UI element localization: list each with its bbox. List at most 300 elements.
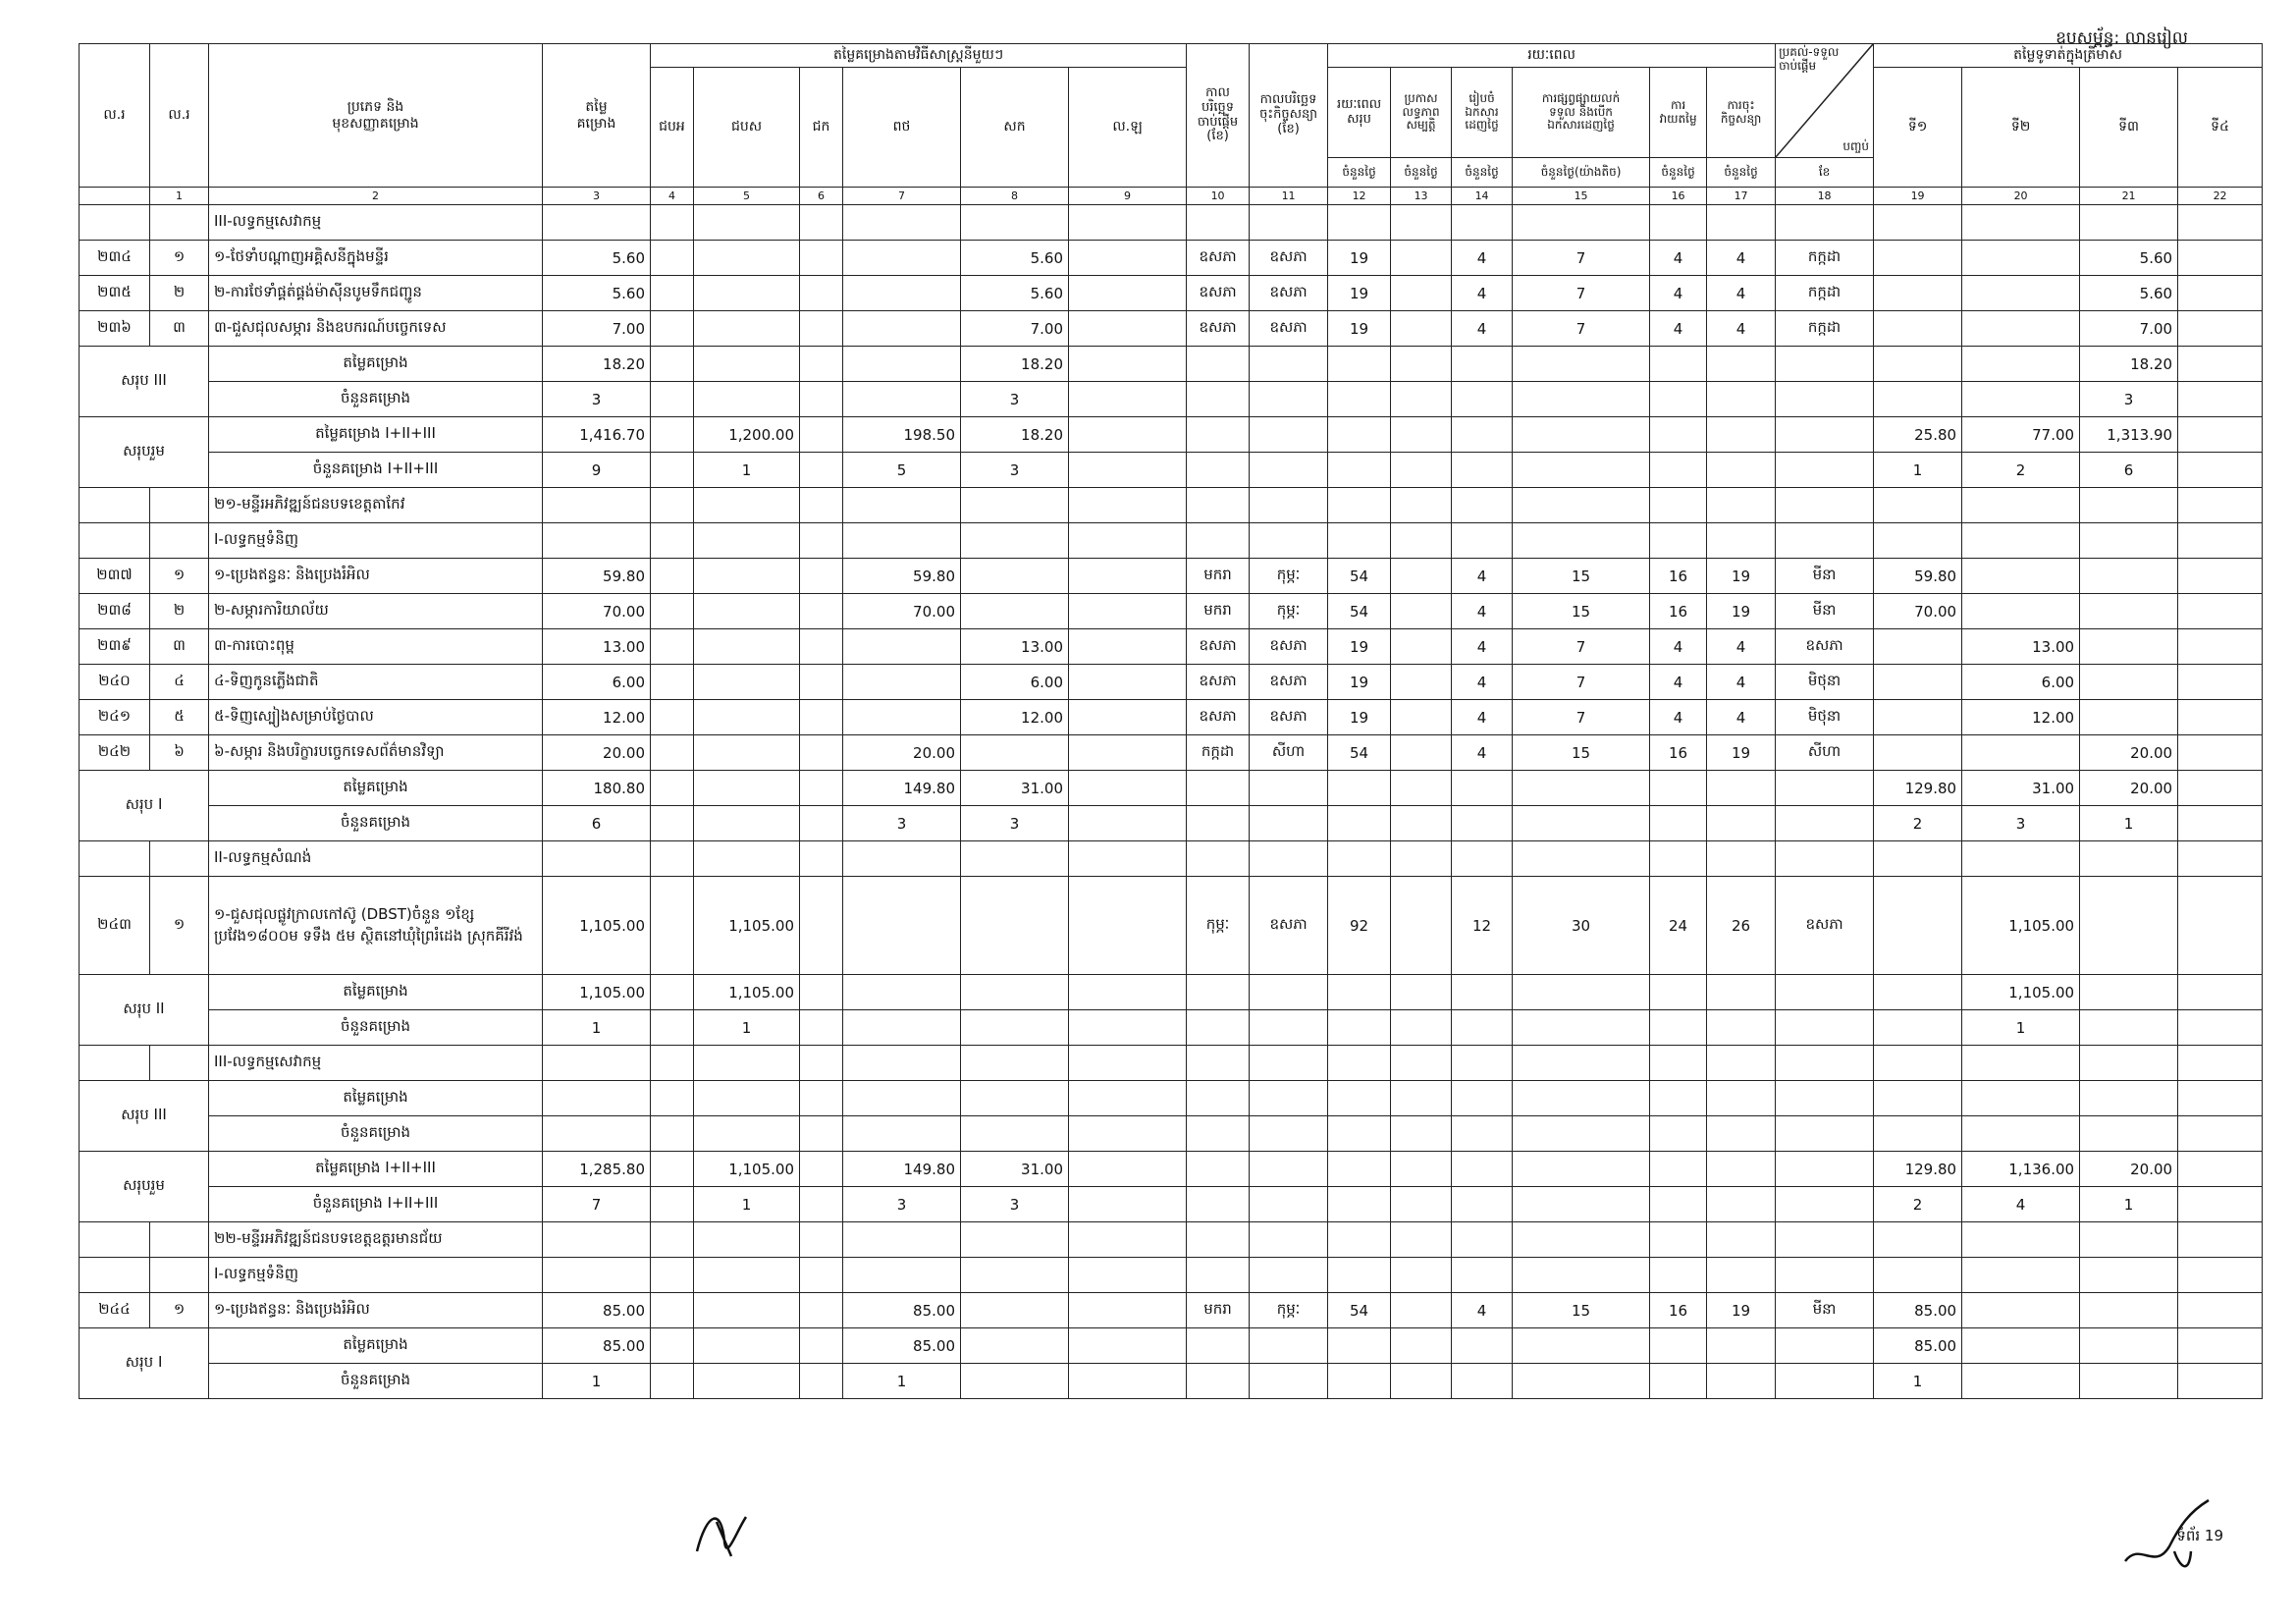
cell-empty bbox=[1776, 975, 1874, 1010]
subtotal-label: តម្លៃគម្រោង bbox=[209, 771, 543, 806]
funding-cell bbox=[961, 735, 1069, 771]
subtotal-funding bbox=[800, 1010, 843, 1046]
cell-empty bbox=[1650, 975, 1707, 1010]
funding-cell bbox=[694, 735, 800, 771]
subtotal-funding: 3 bbox=[843, 806, 961, 841]
subtotal-quarter bbox=[2178, 382, 2263, 417]
table-row bbox=[80, 1222, 2263, 1258]
contract-month: ឧសភា bbox=[1250, 311, 1328, 347]
cell-empty bbox=[1776, 382, 1874, 417]
cell-empty bbox=[1187, 1328, 1250, 1364]
funding-cell bbox=[651, 241, 694, 276]
subtotal-budget: 7 bbox=[543, 1187, 651, 1222]
funding-cell bbox=[1069, 594, 1187, 629]
cell-empty bbox=[1391, 1364, 1452, 1399]
subtotal-quarter: 1 bbox=[2080, 1187, 2178, 1222]
cell-empty bbox=[1776, 1116, 1874, 1152]
cell-empty bbox=[1187, 1364, 1250, 1399]
funding-cell bbox=[651, 700, 694, 735]
cell-empty bbox=[2080, 205, 2178, 241]
subtotal-funding bbox=[651, 1328, 694, 1364]
cell-empty bbox=[1776, 841, 1874, 877]
subtotal-funding bbox=[1069, 1010, 1187, 1046]
subtotal-funding bbox=[1069, 771, 1187, 806]
duration-cell: 15 bbox=[1513, 735, 1650, 771]
row-sub-number: ៤ bbox=[150, 665, 209, 700]
end-month: ឧសភា bbox=[1776, 629, 1874, 665]
funding-cell bbox=[1069, 559, 1187, 594]
table-row bbox=[80, 1364, 2263, 1399]
funding-cell bbox=[800, 877, 843, 975]
subtotal-group: សរុប II bbox=[80, 975, 209, 1046]
subtotal-quarter bbox=[1874, 347, 1962, 382]
subtotal-funding bbox=[800, 1116, 843, 1152]
cell-empty bbox=[1962, 1222, 2080, 1258]
cell-empty bbox=[1187, 1116, 1250, 1152]
cell-empty bbox=[1962, 1258, 2080, 1293]
cell-empty bbox=[961, 488, 1069, 523]
cell-empty bbox=[800, 205, 843, 241]
cell-empty bbox=[1513, 205, 1650, 241]
table-row bbox=[80, 665, 2263, 700]
subtotal-funding bbox=[1069, 453, 1187, 488]
funding-cell bbox=[1069, 665, 1187, 700]
cell-empty bbox=[1776, 1046, 1874, 1081]
cell-empty bbox=[843, 1046, 961, 1081]
cell-empty bbox=[1707, 1046, 1776, 1081]
cell-empty bbox=[800, 1258, 843, 1293]
cell-empty bbox=[1707, 1010, 1776, 1046]
cell-empty bbox=[1513, 1116, 1650, 1152]
quarter-cell bbox=[2080, 665, 2178, 700]
quarter-cell bbox=[2178, 700, 2263, 735]
subtotal-funding: 5 bbox=[843, 453, 961, 488]
cell-empty bbox=[1069, 1046, 1187, 1081]
duration-cell bbox=[1391, 311, 1452, 347]
section-title: III-លទ្ធកម្មសេវាកម្ម bbox=[209, 205, 543, 241]
cell-empty bbox=[1250, 1364, 1328, 1399]
colnum-cell: 9 bbox=[1069, 188, 1187, 205]
table-row bbox=[80, 1258, 2263, 1293]
cell-empty bbox=[1328, 205, 1391, 241]
subtotal-funding bbox=[694, 771, 800, 806]
duration-cell: 4 bbox=[1452, 594, 1513, 629]
cell-empty bbox=[2080, 488, 2178, 523]
subtotal-label: ចំនួនគម្រោង bbox=[209, 1364, 543, 1399]
quarter-cell bbox=[1962, 241, 2080, 276]
cell-empty bbox=[1250, 1258, 1328, 1293]
subtotal-budget: 180.80 bbox=[543, 771, 651, 806]
cell-empty bbox=[1250, 417, 1328, 453]
table-row bbox=[80, 975, 2263, 1010]
subtotal-quarter bbox=[2178, 1187, 2263, 1222]
cell-empty bbox=[1513, 417, 1650, 453]
procurement-plan-table bbox=[79, 43, 2263, 1399]
cell-empty bbox=[80, 488, 150, 523]
cell-empty bbox=[150, 488, 209, 523]
duration-cell: 4 bbox=[1452, 700, 1513, 735]
cell-empty bbox=[1250, 1222, 1328, 1258]
row-number: ២៣៨ bbox=[80, 594, 150, 629]
cell-empty bbox=[1391, 1187, 1452, 1222]
duration-cell bbox=[1391, 276, 1452, 311]
section-title: II-លទ្ធកម្មសំណង់ bbox=[209, 841, 543, 877]
duration-cell bbox=[1391, 665, 1452, 700]
subtotal-quarter bbox=[2178, 1328, 2263, 1364]
quarter-cell bbox=[2178, 665, 2263, 700]
cell-empty bbox=[1187, 205, 1250, 241]
end-month: មីនា bbox=[1776, 594, 1874, 629]
budget-cell: 5.60 bbox=[543, 241, 651, 276]
subtotal-quarter: 1 bbox=[1874, 1364, 1962, 1399]
subtotal-quarter bbox=[2178, 1010, 2263, 1046]
cell-empty bbox=[843, 488, 961, 523]
subtotal-quarter: 2 bbox=[1874, 1187, 1962, 1222]
subtotal-quarter bbox=[2080, 1081, 2178, 1116]
cell-empty bbox=[1650, 1222, 1707, 1258]
subtotal-quarter bbox=[2178, 806, 2263, 841]
start-month: កក្កដា bbox=[1187, 735, 1250, 771]
subtotal-funding bbox=[651, 453, 694, 488]
subtotal-quarter: 129.80 bbox=[1874, 771, 1962, 806]
cell-empty bbox=[1452, 488, 1513, 523]
colnum-cell: 5 bbox=[694, 188, 800, 205]
funding-cell bbox=[800, 594, 843, 629]
table-row bbox=[80, 806, 2263, 841]
cell-empty bbox=[1650, 1046, 1707, 1081]
quarter-cell bbox=[2178, 877, 2263, 975]
subtotal-budget: 85.00 bbox=[543, 1328, 651, 1364]
colnum-cell: 12 bbox=[1328, 188, 1391, 205]
table-row bbox=[80, 276, 2263, 311]
cell-empty bbox=[1250, 841, 1328, 877]
cell-empty bbox=[1069, 841, 1187, 877]
subtotal-funding: 3 bbox=[961, 382, 1069, 417]
table-row bbox=[80, 347, 2263, 382]
contract-month: ឧសភា bbox=[1250, 700, 1328, 735]
cell-empty bbox=[1707, 523, 1776, 559]
funding-cell: 5.60 bbox=[961, 276, 1069, 311]
header-process-1: ប្រកាស លទ្ធភាព សម្បត្តិ bbox=[1391, 68, 1452, 158]
cell-empty bbox=[1650, 523, 1707, 559]
cell-empty bbox=[843, 205, 961, 241]
cell-empty bbox=[1328, 1152, 1391, 1187]
cell-empty bbox=[1707, 453, 1776, 488]
cell-empty bbox=[1650, 1364, 1707, 1399]
duration-cell: 19 bbox=[1328, 241, 1391, 276]
cell-empty bbox=[543, 1222, 651, 1258]
cell-empty bbox=[1650, 1152, 1707, 1187]
cell-empty bbox=[1452, 1046, 1513, 1081]
cell-empty bbox=[1187, 841, 1250, 877]
cell-empty bbox=[1391, 975, 1452, 1010]
funding-cell bbox=[843, 276, 961, 311]
cell-empty bbox=[694, 1258, 800, 1293]
cell-empty bbox=[1650, 1116, 1707, 1152]
cell-empty bbox=[1187, 523, 1250, 559]
table-row bbox=[80, 417, 2263, 453]
cell-empty bbox=[1776, 771, 1874, 806]
quarter-cell: 20.00 bbox=[2080, 735, 2178, 771]
subtotal-label: ចំនួនគម្រោង bbox=[209, 1010, 543, 1046]
subtotal-budget: 18.20 bbox=[543, 347, 651, 382]
duration-cell: 4 bbox=[1452, 1293, 1513, 1328]
initial-signature-left bbox=[687, 1502, 766, 1571]
quarter-cell bbox=[1874, 241, 1962, 276]
end-month: មិថុនា bbox=[1776, 700, 1874, 735]
duration-cell bbox=[1391, 241, 1452, 276]
subtotal-funding bbox=[1069, 382, 1187, 417]
colnum-cell: 7 bbox=[843, 188, 961, 205]
subtotal-funding bbox=[651, 1081, 694, 1116]
cell-empty bbox=[1452, 806, 1513, 841]
subtotal-funding bbox=[694, 806, 800, 841]
header-no-a: ល.រ bbox=[80, 44, 150, 188]
cell-empty bbox=[651, 1222, 694, 1258]
row-sub-number: ១ bbox=[150, 241, 209, 276]
cell-empty bbox=[1707, 1328, 1776, 1364]
cell-empty bbox=[1187, 453, 1250, 488]
cell-empty bbox=[1776, 347, 1874, 382]
subtotal-funding bbox=[800, 417, 843, 453]
cell-empty bbox=[1776, 488, 1874, 523]
funding-cell bbox=[1069, 629, 1187, 665]
duration-cell: 19 bbox=[1707, 594, 1776, 629]
funding-cell: 12.00 bbox=[961, 700, 1069, 735]
header-process-2: រៀបចំ ឯកសារ ដេញថ្លៃ bbox=[1452, 68, 1513, 158]
duration-cell: 4 bbox=[1707, 665, 1776, 700]
subtotal-quarter bbox=[1874, 1081, 1962, 1116]
cell-empty bbox=[843, 1222, 961, 1258]
subtotal-quarter bbox=[1962, 1081, 2080, 1116]
cell-empty bbox=[694, 841, 800, 877]
cell-empty bbox=[800, 488, 843, 523]
cell-empty bbox=[1650, 205, 1707, 241]
cell-empty bbox=[1328, 1081, 1391, 1116]
header-funding-0: ជបអ bbox=[651, 68, 694, 188]
cell-empty bbox=[1650, 1187, 1707, 1222]
cell-empty bbox=[1250, 347, 1328, 382]
cell-empty bbox=[2178, 488, 2263, 523]
subtotal-quarter bbox=[2080, 1364, 2178, 1399]
subtotal-funding bbox=[651, 382, 694, 417]
duration-cell: 16 bbox=[1650, 594, 1707, 629]
subtotal-funding: 18.20 bbox=[961, 417, 1069, 453]
project-name: ៤-ទិញកូនភ្លើងជាតិ bbox=[209, 665, 543, 700]
subtotal-quarter bbox=[1962, 1328, 2080, 1364]
duration-cell: 7 bbox=[1513, 665, 1650, 700]
cell-empty bbox=[1776, 453, 1874, 488]
funding-cell bbox=[843, 700, 961, 735]
duration-cell bbox=[1391, 735, 1452, 771]
subtotal-funding bbox=[843, 1081, 961, 1116]
subtotal-funding bbox=[843, 975, 961, 1010]
subtotal-funding bbox=[800, 1364, 843, 1399]
header-quarter-3: ទី៣ bbox=[2080, 68, 2178, 188]
funding-cell: 5.60 bbox=[961, 241, 1069, 276]
cell-empty bbox=[1187, 1187, 1250, 1222]
header-month-unit: ខែ bbox=[1776, 158, 1874, 188]
subtotal-funding bbox=[651, 975, 694, 1010]
duration-cell: 7 bbox=[1513, 311, 1650, 347]
duration-cell: 4 bbox=[1650, 665, 1707, 700]
header-process-0: រយៈពេល សរុប bbox=[1328, 68, 1391, 158]
cell-empty bbox=[1962, 205, 2080, 241]
funding-cell bbox=[651, 311, 694, 347]
cell-empty bbox=[1513, 1046, 1650, 1081]
row-number: ២៣៩ bbox=[80, 629, 150, 665]
header-unit-2: ចំនួនថ្ងៃ bbox=[1452, 158, 1513, 188]
quarter-cell bbox=[2080, 700, 2178, 735]
colnum-cell: 15 bbox=[1513, 188, 1650, 205]
subtotal-funding: 149.80 bbox=[843, 771, 961, 806]
subtotal-quarter bbox=[2178, 1116, 2263, 1152]
page-number: ទំព័រ 19 bbox=[2176, 1527, 2223, 1544]
subtotal-funding bbox=[800, 1152, 843, 1187]
duration-cell: 4 bbox=[1452, 629, 1513, 665]
funding-cell bbox=[694, 1293, 800, 1328]
row-sub-number: ១ bbox=[150, 559, 209, 594]
cell-empty bbox=[1328, 1222, 1391, 1258]
duration-cell: 16 bbox=[1650, 735, 1707, 771]
funding-cell bbox=[800, 665, 843, 700]
funding-cell bbox=[1069, 1293, 1187, 1328]
duration-cell: 4 bbox=[1707, 276, 1776, 311]
subtotal-budget: 1,416.70 bbox=[543, 417, 651, 453]
colnum-cell: 8 bbox=[961, 188, 1069, 205]
cell-empty bbox=[1069, 488, 1187, 523]
subtotal-funding bbox=[961, 1364, 1069, 1399]
duration-cell: 4 bbox=[1452, 735, 1513, 771]
subtotal-funding bbox=[1069, 975, 1187, 1010]
row-number: ២៤១ bbox=[80, 700, 150, 735]
quarter-cell bbox=[1962, 559, 2080, 594]
header-quarter-1: ទី១ bbox=[1874, 68, 1962, 188]
cell-empty bbox=[1328, 382, 1391, 417]
funding-cell bbox=[651, 594, 694, 629]
duration-cell: 19 bbox=[1707, 1293, 1776, 1328]
cell-empty bbox=[1328, 1010, 1391, 1046]
project-name: ១-ថែទាំបណ្ដាញអគ្គិសនីក្នុងមន្ទីរ bbox=[209, 241, 543, 276]
row-number: ២៣៤ bbox=[80, 241, 150, 276]
subtotal-quarter: 2 bbox=[1962, 453, 2080, 488]
section-title: ២១-មន្ទីរអភិវឌ្ឍន៍ជនបទខេត្តតាកែវ bbox=[209, 488, 543, 523]
cell-empty bbox=[1513, 523, 1650, 559]
colnum-cell bbox=[80, 188, 150, 205]
duration-cell: 4 bbox=[1707, 241, 1776, 276]
cell-empty bbox=[1187, 1010, 1250, 1046]
duration-cell: 26 bbox=[1707, 877, 1776, 975]
start-month: ឧសភា bbox=[1187, 311, 1250, 347]
subtotal-funding: 1 bbox=[694, 1010, 800, 1046]
section-title: III-លទ្ធកម្មសេវាកម្ម bbox=[209, 1046, 543, 1081]
cell-empty bbox=[1452, 1081, 1513, 1116]
subtotal-group: សរុប III bbox=[80, 1081, 209, 1152]
subtotal-funding bbox=[1069, 1116, 1187, 1152]
subtotal-budget: 1 bbox=[543, 1364, 651, 1399]
subtotal-budget: 9 bbox=[543, 453, 651, 488]
end-month: មិថុនា bbox=[1776, 665, 1874, 700]
cell-empty bbox=[961, 1046, 1069, 1081]
cell-empty bbox=[843, 523, 961, 559]
cell-empty bbox=[1650, 1010, 1707, 1046]
funding-cell bbox=[694, 559, 800, 594]
subtotal-label: តម្លៃគម្រោង bbox=[209, 1081, 543, 1116]
cell-empty bbox=[1391, 771, 1452, 806]
cell-empty bbox=[1650, 806, 1707, 841]
subtotal-funding bbox=[843, 1116, 961, 1152]
cell-empty bbox=[1776, 1081, 1874, 1116]
cell-empty bbox=[1328, 806, 1391, 841]
duration-cell: 15 bbox=[1513, 594, 1650, 629]
subtotal-quarter: 1,313.90 bbox=[2080, 417, 2178, 453]
cell-empty bbox=[543, 1258, 651, 1293]
subtotal-funding bbox=[961, 1328, 1069, 1364]
duration-cell bbox=[1391, 559, 1452, 594]
cell-empty bbox=[1452, 453, 1513, 488]
cell-empty bbox=[1328, 771, 1391, 806]
funding-cell bbox=[800, 735, 843, 771]
cell-empty bbox=[2080, 523, 2178, 559]
project-name: ១-ប្រេងឥន្ធនៈ និងប្រេងរំអិល bbox=[209, 1293, 543, 1328]
section-title: I-លទ្ធកម្មទំនិញ bbox=[209, 1258, 543, 1293]
budget-cell: 6.00 bbox=[543, 665, 651, 700]
subtotal-funding bbox=[1069, 806, 1187, 841]
budget-cell: 7.00 bbox=[543, 311, 651, 347]
cell-empty bbox=[961, 523, 1069, 559]
cell-empty bbox=[80, 1046, 150, 1081]
quarter-cell bbox=[1962, 1293, 2080, 1328]
subtotal-funding bbox=[694, 382, 800, 417]
row-sub-number: ២ bbox=[150, 594, 209, 629]
cell-empty bbox=[1391, 488, 1452, 523]
funding-cell bbox=[651, 735, 694, 771]
quarter-cell bbox=[1962, 735, 2080, 771]
cell-empty bbox=[150, 1046, 209, 1081]
subtotal-quarter: 4 bbox=[1962, 1187, 2080, 1222]
cell-empty bbox=[1328, 488, 1391, 523]
row-number: ២៤២ bbox=[80, 735, 150, 771]
quarter-cell bbox=[2080, 629, 2178, 665]
cell-empty bbox=[694, 1046, 800, 1081]
cell-empty bbox=[651, 841, 694, 877]
cell-empty bbox=[1187, 382, 1250, 417]
colnum-cell: 16 bbox=[1650, 188, 1707, 205]
cell-empty bbox=[1391, 347, 1452, 382]
header-unit-1: ចំនួនថ្ងៃ bbox=[1391, 158, 1452, 188]
cell-empty bbox=[150, 205, 209, 241]
cell-empty bbox=[1187, 1081, 1250, 1116]
cell-empty bbox=[1707, 417, 1776, 453]
cell-empty bbox=[1776, 1152, 1874, 1187]
table-row bbox=[80, 1046, 2263, 1081]
colnum-cell: 19 bbox=[1874, 188, 1962, 205]
subtotal-label: តម្លៃគម្រោង bbox=[209, 1328, 543, 1364]
cell-empty bbox=[1452, 1222, 1513, 1258]
cell-empty bbox=[1776, 1187, 1874, 1222]
quarter-cell bbox=[1874, 877, 1962, 975]
header-handover bbox=[1776, 44, 1874, 158]
duration-cell bbox=[1391, 629, 1452, 665]
quarter-cell bbox=[2178, 735, 2263, 771]
table-row bbox=[80, 1293, 2263, 1328]
cell-empty bbox=[1707, 1222, 1776, 1258]
subtotal-budget bbox=[543, 1081, 651, 1116]
subtotal-funding bbox=[651, 1010, 694, 1046]
header-funding-2: ជក bbox=[800, 68, 843, 188]
cell-empty bbox=[1962, 523, 2080, 559]
subtotal-funding bbox=[800, 1081, 843, 1116]
